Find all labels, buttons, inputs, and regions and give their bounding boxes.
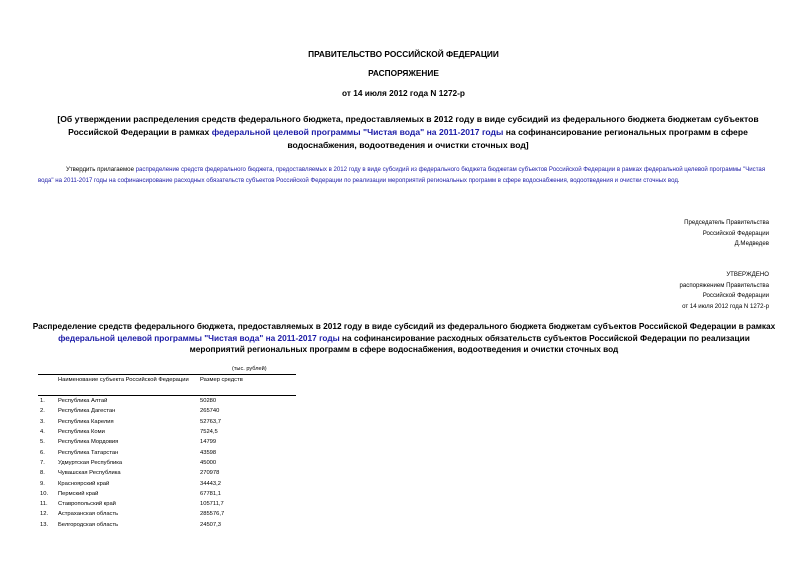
table-row — [38, 478, 296, 488]
cell-n: 10. — [40, 490, 49, 497]
cell-name: Республика Дагестан — [58, 408, 116, 415]
cell-name: Республика Карелия — [58, 418, 114, 425]
annex-program-link[interactable]: федеральной целевой программы "Чистая вода" на 2011-2017 годы — [58, 332, 340, 343]
cell-n: 3. — [40, 418, 45, 425]
cell-n: 2. — [40, 408, 45, 415]
cell-n: 4. — [40, 429, 45, 436]
doc-type: РАСПОРЯЖЕНИЕ — [368, 68, 439, 78]
cell-n: 13. — [40, 521, 49, 528]
body-suffix: . — [677, 177, 680, 184]
cell-n: 7. — [40, 459, 45, 466]
cell-name: Удмуртская Республика — [58, 459, 123, 466]
signature-line: Председатель Правительства — [684, 219, 769, 226]
col-value-header: Размер средств — [198, 375, 296, 396]
cell-value: 24507,3 — [200, 521, 221, 528]
distribution-table — [38, 374, 296, 530]
cell-name: Пермский край — [58, 490, 99, 497]
cell-value: 50280 — [200, 398, 217, 405]
table-row — [38, 520, 296, 530]
cell-value: 105711,7 — [200, 501, 224, 508]
title-text-2: на софинансирование региональных программ в сфере водоснабжения, водоотведения и очистки сточных вод] — [287, 127, 748, 150]
title-text-1: [Об утверждении распределения средств федерального бюджета, предоставляемых в 2012 году в виде субсидий из федерального бюджета бюджетам субъектов Российской Федерации в рамках — [57, 114, 759, 137]
cell-value: 52763,7 — [200, 418, 221, 425]
approved-line: распоряжением Правительства — [679, 281, 769, 289]
approved-label: УТВЕРЖДЕНО — [726, 271, 769, 278]
distribution-link[interactable]: распределение средств федерального бюджета, предоставляемых в 2012 году в виде субсидий из федерального бюджета бюджетам субъектов Российской Федерации в рамках федеральной целевой программы "Чистая вода" на 2011-2017 годы на софинансирование расходных обязательств субъектов Российской Федерации по реализации мероприятий региональных программ в сфере водоснабжения, водоотведения и очистки сточных вод — [38, 166, 766, 184]
signature-name: Д.Медведев — [734, 240, 769, 247]
table-row — [38, 489, 296, 499]
cell-name: Республика Алтай — [58, 398, 108, 405]
document-title — [38, 113, 778, 152]
body-paragraph — [38, 164, 768, 186]
cell-value: 67781,1 — [200, 490, 221, 497]
table-row — [38, 427, 296, 437]
body-prefix: Утвердить прилагаемое — [66, 166, 136, 173]
col-number-header — [38, 375, 56, 396]
approved-line: Российской Федерации — [702, 292, 769, 299]
table-row — [38, 406, 296, 416]
signature-block — [684, 218, 769, 250]
table-row — [38, 396, 296, 407]
doc-date-number: от 14 июля 2012 года N 1272-р — [342, 88, 465, 98]
annex-title-text-2: на софинансирование расходных обязательств субъектов Российской Федерации по реализации мероприятий региональных программ в сфере водоснабжения, водоотведения и очистки сточных вод — [189, 332, 750, 354]
cell-n: 11. — [40, 501, 48, 508]
cell-value: 34443,2 — [200, 480, 221, 487]
table-row — [38, 468, 296, 478]
cell-value: 7524,5 — [200, 429, 218, 436]
unit-label: (тыс. рублей) — [232, 366, 267, 372]
cell-value: 43598 — [200, 449, 217, 456]
table-row — [38, 458, 296, 468]
cell-n: 8. — [40, 470, 45, 477]
cell-name: Красноярский край — [58, 480, 110, 487]
table-row — [38, 447, 296, 457]
cell-n: 6. — [40, 449, 45, 456]
cell-name: Ставропольский край — [58, 501, 116, 508]
approved-block — [680, 270, 769, 312]
annex-title-text-1: Распределение средств федерального бюджета, предоставляемых в 2012 году в виде субсидий из федерального бюджета бюджетам субъектов Российской Федерации в рамках — [32, 321, 776, 331]
cell-name: Республика Мордовия — [58, 439, 119, 446]
cell-name: Чувашская Республика — [58, 470, 121, 477]
cell-n: 9. — [40, 480, 45, 487]
cell-value: 45000 — [200, 459, 217, 466]
cell-name: Астраханская область — [58, 511, 119, 518]
cell-value: 285576,7 — [200, 511, 225, 518]
table-row — [38, 417, 296, 427]
col-name-header: Наименование субъекта Российской Федерации — [56, 375, 198, 396]
table-row — [38, 499, 296, 509]
table-row — [38, 437, 296, 447]
signature-line: Российской Федерации — [702, 229, 769, 237]
cell-value: 14799 — [200, 439, 217, 446]
cell-value: 270978 — [200, 470, 220, 477]
cell-n: 5. — [40, 439, 45, 446]
annex-title — [30, 321, 778, 356]
cell-name: Белгородская область — [58, 521, 119, 528]
table-row — [38, 509, 296, 519]
org-title: ПРАВИТЕЛЬСТВО РОССИЙСКОЙ ФЕДЕРАЦИИ — [308, 49, 499, 59]
cell-name: Республика Татарстан — [58, 449, 119, 456]
table-header-row — [38, 375, 296, 396]
cell-n: 12. — [40, 511, 49, 518]
cell-value: 265740 — [200, 408, 220, 415]
approved-line: от 14 июля 2012 года N 1272-р — [682, 302, 769, 310]
cell-n: 1. — [40, 398, 45, 405]
program-link[interactable]: федеральной целевой программы "Чистая вода" на 2011-2017 годы — [211, 127, 504, 137]
cell-name: Республика Коми — [58, 429, 105, 436]
